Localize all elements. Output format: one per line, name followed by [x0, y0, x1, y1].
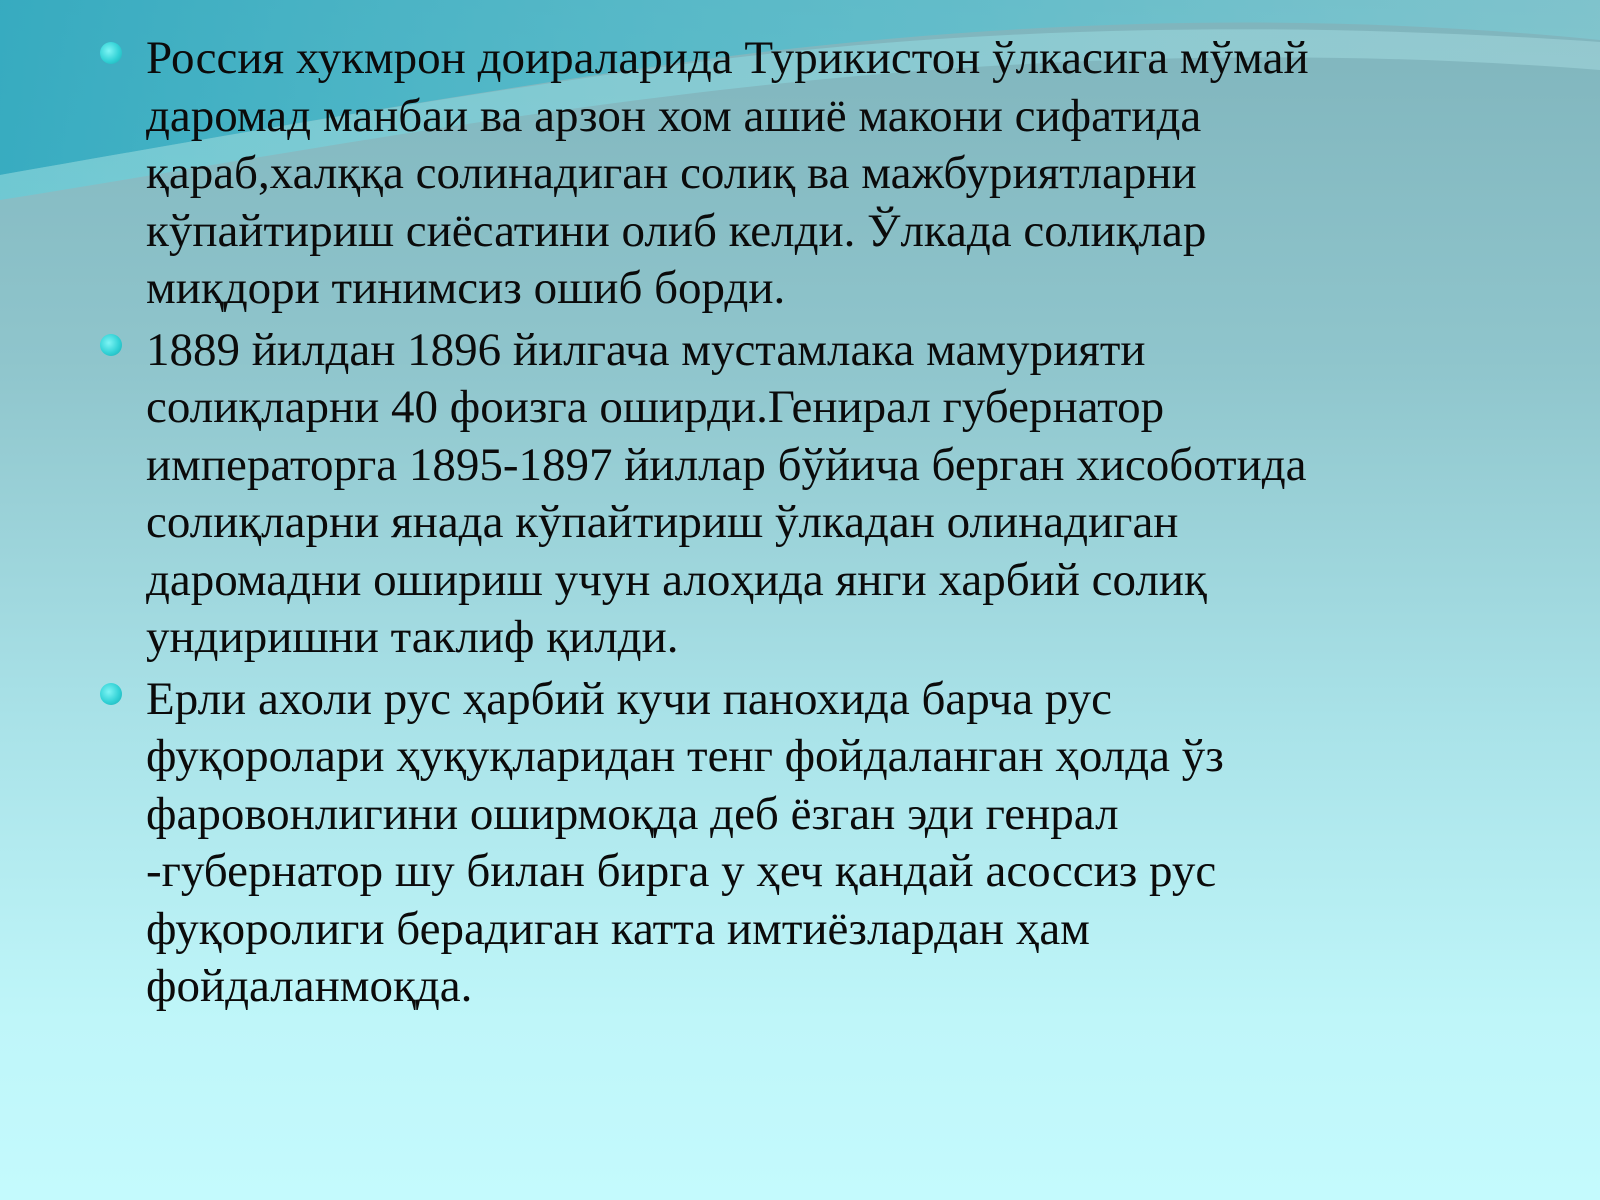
- bullet-dot-icon: [100, 334, 122, 356]
- bullet-item-1: [100, 30, 1500, 318]
- bullet-item-3: [100, 671, 1500, 1016]
- bullet-dot-icon: [100, 683, 122, 705]
- bullet-text: 1889 йилдан 1896 йилгача мустамлака мамурияти солиқларни 40 фоизга оширди.Генирал губернатор императорга 1895-1897 йиллар бўйича берган хисоботида солиқларни янада кўпайтириш ўлкадан олинадиган даромадни ошириш учун алоҳида янги харбий солиқ ундиришни таклиф қилди.: [146, 323, 1307, 663]
- bullet-dot-icon: [100, 42, 122, 64]
- bullet-text: Россия хукмрон доираларида Турикистон ўлкасига мўмай даромад манбаи ва арзон хом ашиё макони сифатида қараб,халққа солинадиган солиқ ва мажбуриятларни кўпайтириш сиёсатини олиб келди. Ўлкада солиқлар миқдори тинимсиз ошиб борди.: [146, 32, 1309, 314]
- bullet-text: Ерли ахоли рус ҳарбий кучи панохида барча рус фуқоролари ҳуқуқларидан тенг фойдаланган ҳолда ўз фаровонлигини оширмоқда деб ёзган эди генрал -губернатор шу билан бирга у ҳеч қандай асоссиз рус фуқоролиги берадиган катта имтиёзлардан ҳам фойдаланмоқда.: [146, 672, 1224, 1012]
- bullet-item-2: [100, 322, 1500, 667]
- bullet-list: [100, 30, 1500, 1020]
